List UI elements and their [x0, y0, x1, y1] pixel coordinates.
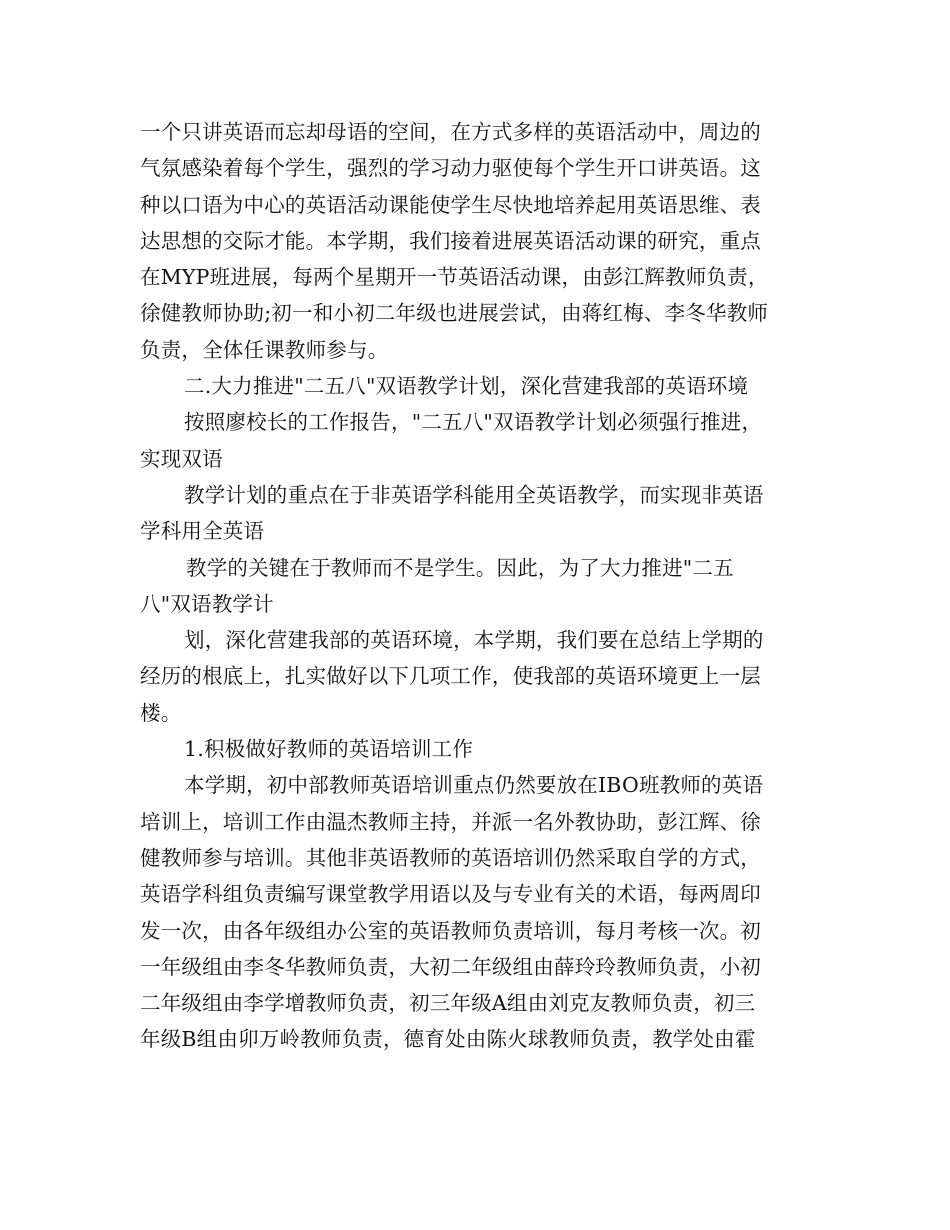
subsection-heading: 1.积极做好教师的英语培训工作	[184, 737, 474, 762]
body-text-line: 八"双语教学计	[140, 591, 274, 616]
section-heading: 二.大力推进"二五八"双语教学计划，深化营建我部的英语环境	[184, 374, 749, 399]
body-text-line: 学科用全英语	[140, 519, 265, 544]
body-text-line: 一个只讲英语而忘却母语的空间，在方式多样的英语活动中，周边的	[140, 120, 761, 144]
body-text-line: 培训上，培训工作由温杰教师主持，并派一名外教协助，彭江辉、徐	[140, 809, 761, 834]
body-text-line: 本学期，初中部教师英语培训重点仍然要放在IBO班教师的英语	[184, 773, 764, 798]
body-text-line: 负责，全体任课教师参与。	[140, 337, 389, 362]
body-text-line: 教学的关键在于教师而不是学生。因此，为了大力推进"二五	[186, 555, 734, 580]
body-text-line: 徐健教师协助;初一和小初二年级也进展尝试，由蒋红梅、李冬华教师	[140, 301, 769, 326]
body-text-line: 达思想的交际才能。本学期，我们接着进展英语活动课的研究，重点	[140, 228, 761, 253]
body-text-line: 在MYP班进展，每两个星期开一节英语活动课，由彭江辉教师负责，	[140, 265, 769, 290]
body-text-line: 实现双语	[140, 446, 223, 471]
body-text-line: 划，深化营建我部的英语环境，本学期，我们要在总结上学期的	[184, 628, 764, 653]
body-text-line: 气氛感染着每个学生，强烈的学习动力驱使每个学生开口讲英语。这	[140, 156, 761, 181]
body-text-line: 年级B组由卯万岭教师负责，德育处由陈火球教师负责，教学处由霍	[140, 1027, 756, 1052]
body-text-line: 种以口语为中心的英语活动课能使学生尽快地培养起用英语思维、表	[140, 192, 761, 217]
body-text-line: 一年级组由李冬华教师负责，大初二年级组由薛玲玲教师负责，小初	[140, 954, 761, 979]
body-text-line: 英语学科组负责编写课堂教学用语以及与专业有关的术语，每两周印	[140, 882, 761, 907]
body-text-line: 教学计划的重点在于非英语学科能用全英语教学，而实现非英语	[184, 482, 764, 507]
body-text-line: 二年级组由李学增教师负责，初三年级A组由刘克友教师负责，初三	[140, 991, 756, 1016]
body-text-line: 楼。	[140, 700, 182, 725]
body-text-line: 经历的根底上，扎实做好以下几项工作，使我部的英语环境更上一层	[140, 664, 761, 689]
body-text-line: 发一次，由各年级组办公室的英语教师负责培训，每月考核一次。初	[140, 918, 761, 943]
body-text-line: 按照廖校长的工作报告，"二五八"双语教学计划必须强行推进，	[184, 410, 763, 435]
body-text-line: 健教师参与培训。其他非英语教师的英语培训仍然采取自学的方式，	[140, 845, 761, 870]
